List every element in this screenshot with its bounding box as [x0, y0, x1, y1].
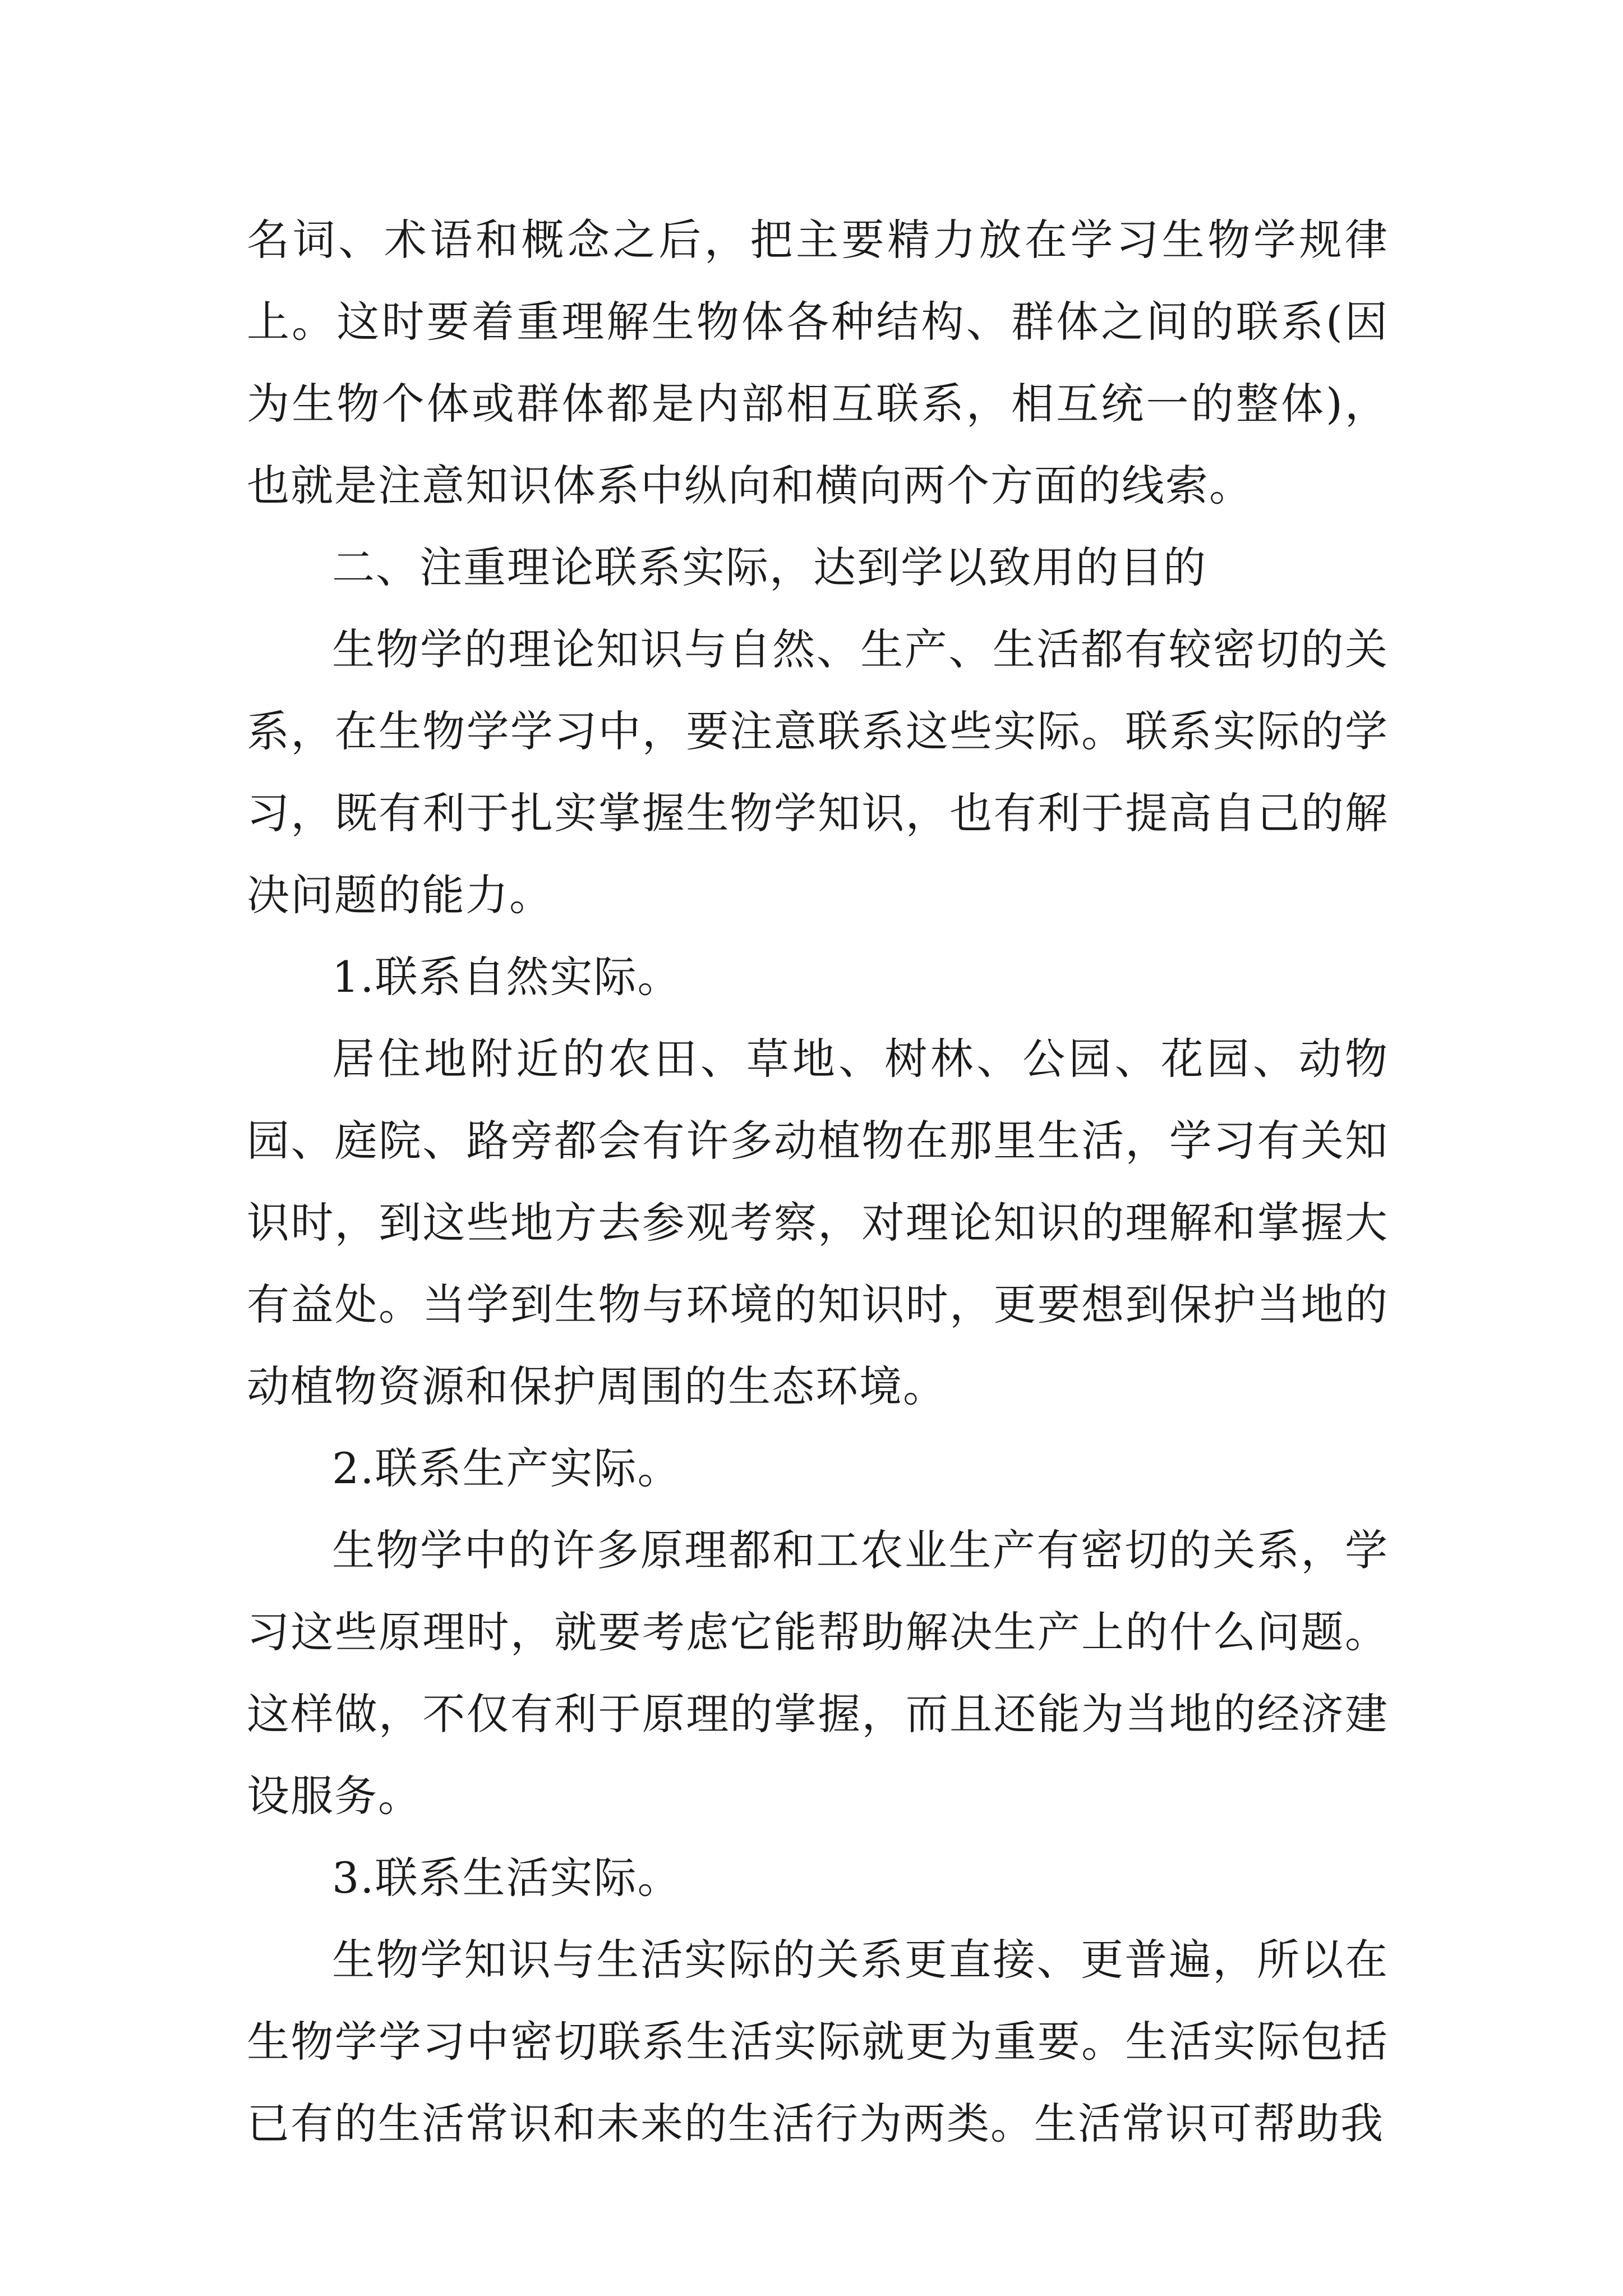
paragraph-7: 生物学中的许多原理都和工农业生产有密切的关系，学习这些原理时，就要考虑它能帮助解决生产上的什么问题。这样做，不仅有利于原理的掌握，而且还能为当地的经济建设服务。: [247, 1525, 1389, 1821]
paragraph-5: 居住地附近的农田、草地、树林、公园、花园、动物园、庭院、路旁都会有许多动植物在那里生活，学习有关知识时，到这些地方去参观考察，对理论知识的理解和掌握大有益处。当学到生物与环境的知识时，更要想到保护当地的动植物资源和保护周围的生态环境。: [247, 1034, 1389, 1411]
section-heading-2: 二、注重理论联系实际，达到学以致用的目的: [332, 542, 1207, 592]
subheading-life: 3.联系生活实际。: [332, 1853, 681, 1903]
subheading-production: 2.联系生产实际。: [332, 1443, 681, 1493]
paragraph-9: 生物学知识与生活实际的关系更直接、更普遍，所以在生物学学习中密切联系生活实际就更为重要。生活实际包括已有的生活常识和未来的生活行为两类。生活常识可帮助我: [247, 1935, 1389, 2148]
paragraph-3: 生物学的理论知识与自然、生产、生活都有较密切的关系，在生物学学习中，要注意联系这些实际。联系实际的学习，既有利于扎实掌握生物学知识，也有利于提高自己的解决问题的能力。: [247, 624, 1389, 920]
body-text: [247, 199, 1389, 2165]
subheading-nature: 1.联系自然实际。: [332, 952, 681, 1002]
paragraph-1: 名词、术语和概念之后，把主要精力放在学习生物学规律上。这时要着重理解生物体各种结构、群体之间的联系(因为生物个体或群体都是内部相互联系，相互统一的整体)，也就是注意知识体系中纵向和横向两个方面的线索。: [247, 215, 1389, 510]
